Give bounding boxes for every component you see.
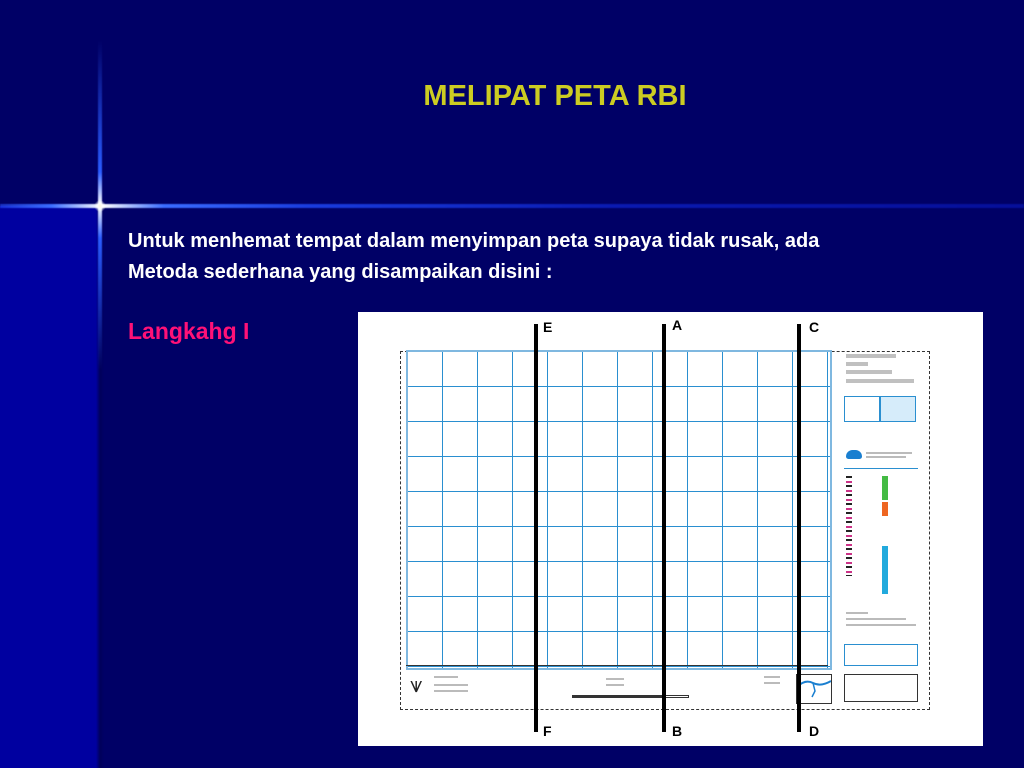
fold-line-a-b xyxy=(662,324,666,732)
fold-label-c: C xyxy=(809,319,820,335)
legend-text xyxy=(846,612,868,614)
legend-orange-swatch xyxy=(882,502,888,516)
map-bottom-edge xyxy=(406,665,828,666)
legend-title-bar xyxy=(846,354,896,358)
map-note-text xyxy=(764,682,780,684)
cloud-logo-icon xyxy=(846,450,862,459)
step-label: Langkahg I xyxy=(128,318,250,344)
legend-symbols-left xyxy=(846,476,852,576)
inset-river-map xyxy=(796,674,832,704)
legend-water-swatch xyxy=(882,546,888,594)
slide-body xyxy=(128,226,819,288)
scale-text xyxy=(606,684,624,686)
scale-text xyxy=(606,678,624,680)
edition-info-box xyxy=(844,674,918,702)
legend-text xyxy=(866,456,906,458)
map-legend-panel xyxy=(838,350,926,705)
publisher-info-box xyxy=(844,644,918,666)
location-map-box xyxy=(880,396,916,422)
scale-bar xyxy=(572,695,664,698)
sheet-index-box xyxy=(844,396,880,422)
map-note-text xyxy=(434,684,468,686)
body-line-2: Metoda sederhana yang disampaikan disini : xyxy=(128,261,553,283)
legend-divider xyxy=(844,468,918,469)
map-note-text xyxy=(764,676,780,678)
slide-title: MELIPAT PETA RBI xyxy=(423,80,687,112)
map-grid xyxy=(406,350,832,670)
fold-label-d: D xyxy=(809,723,820,739)
fold-label-f: F xyxy=(543,723,552,739)
fold-label-a: A xyxy=(672,317,683,333)
left-band-decoration xyxy=(0,206,100,768)
map-note-text xyxy=(434,676,458,678)
north-arrow-icon: ⩛ xyxy=(410,672,423,697)
fold-label-b: B xyxy=(672,723,683,739)
legend-text xyxy=(866,452,912,454)
legend-title-bar xyxy=(846,362,868,366)
lens-flare-core xyxy=(94,200,106,212)
fold-line-e-f xyxy=(534,324,538,732)
legend-vegetation-swatch xyxy=(882,476,888,500)
legend-text xyxy=(846,618,906,620)
lens-flare-horizontal xyxy=(0,204,1024,208)
map-fold-figure xyxy=(358,312,983,746)
fold-line-c-d xyxy=(797,324,801,732)
map-note-text xyxy=(434,690,468,692)
legend-text xyxy=(846,624,916,626)
body-line-1: Untuk menhemat tempat dalam menyimpan peta supaya tidak rusak, ada xyxy=(128,230,820,252)
scale-bar-segment xyxy=(664,695,689,698)
fold-label-e: E xyxy=(543,319,553,335)
legend-title-bar xyxy=(846,379,914,383)
legend-title-bar xyxy=(846,370,892,374)
